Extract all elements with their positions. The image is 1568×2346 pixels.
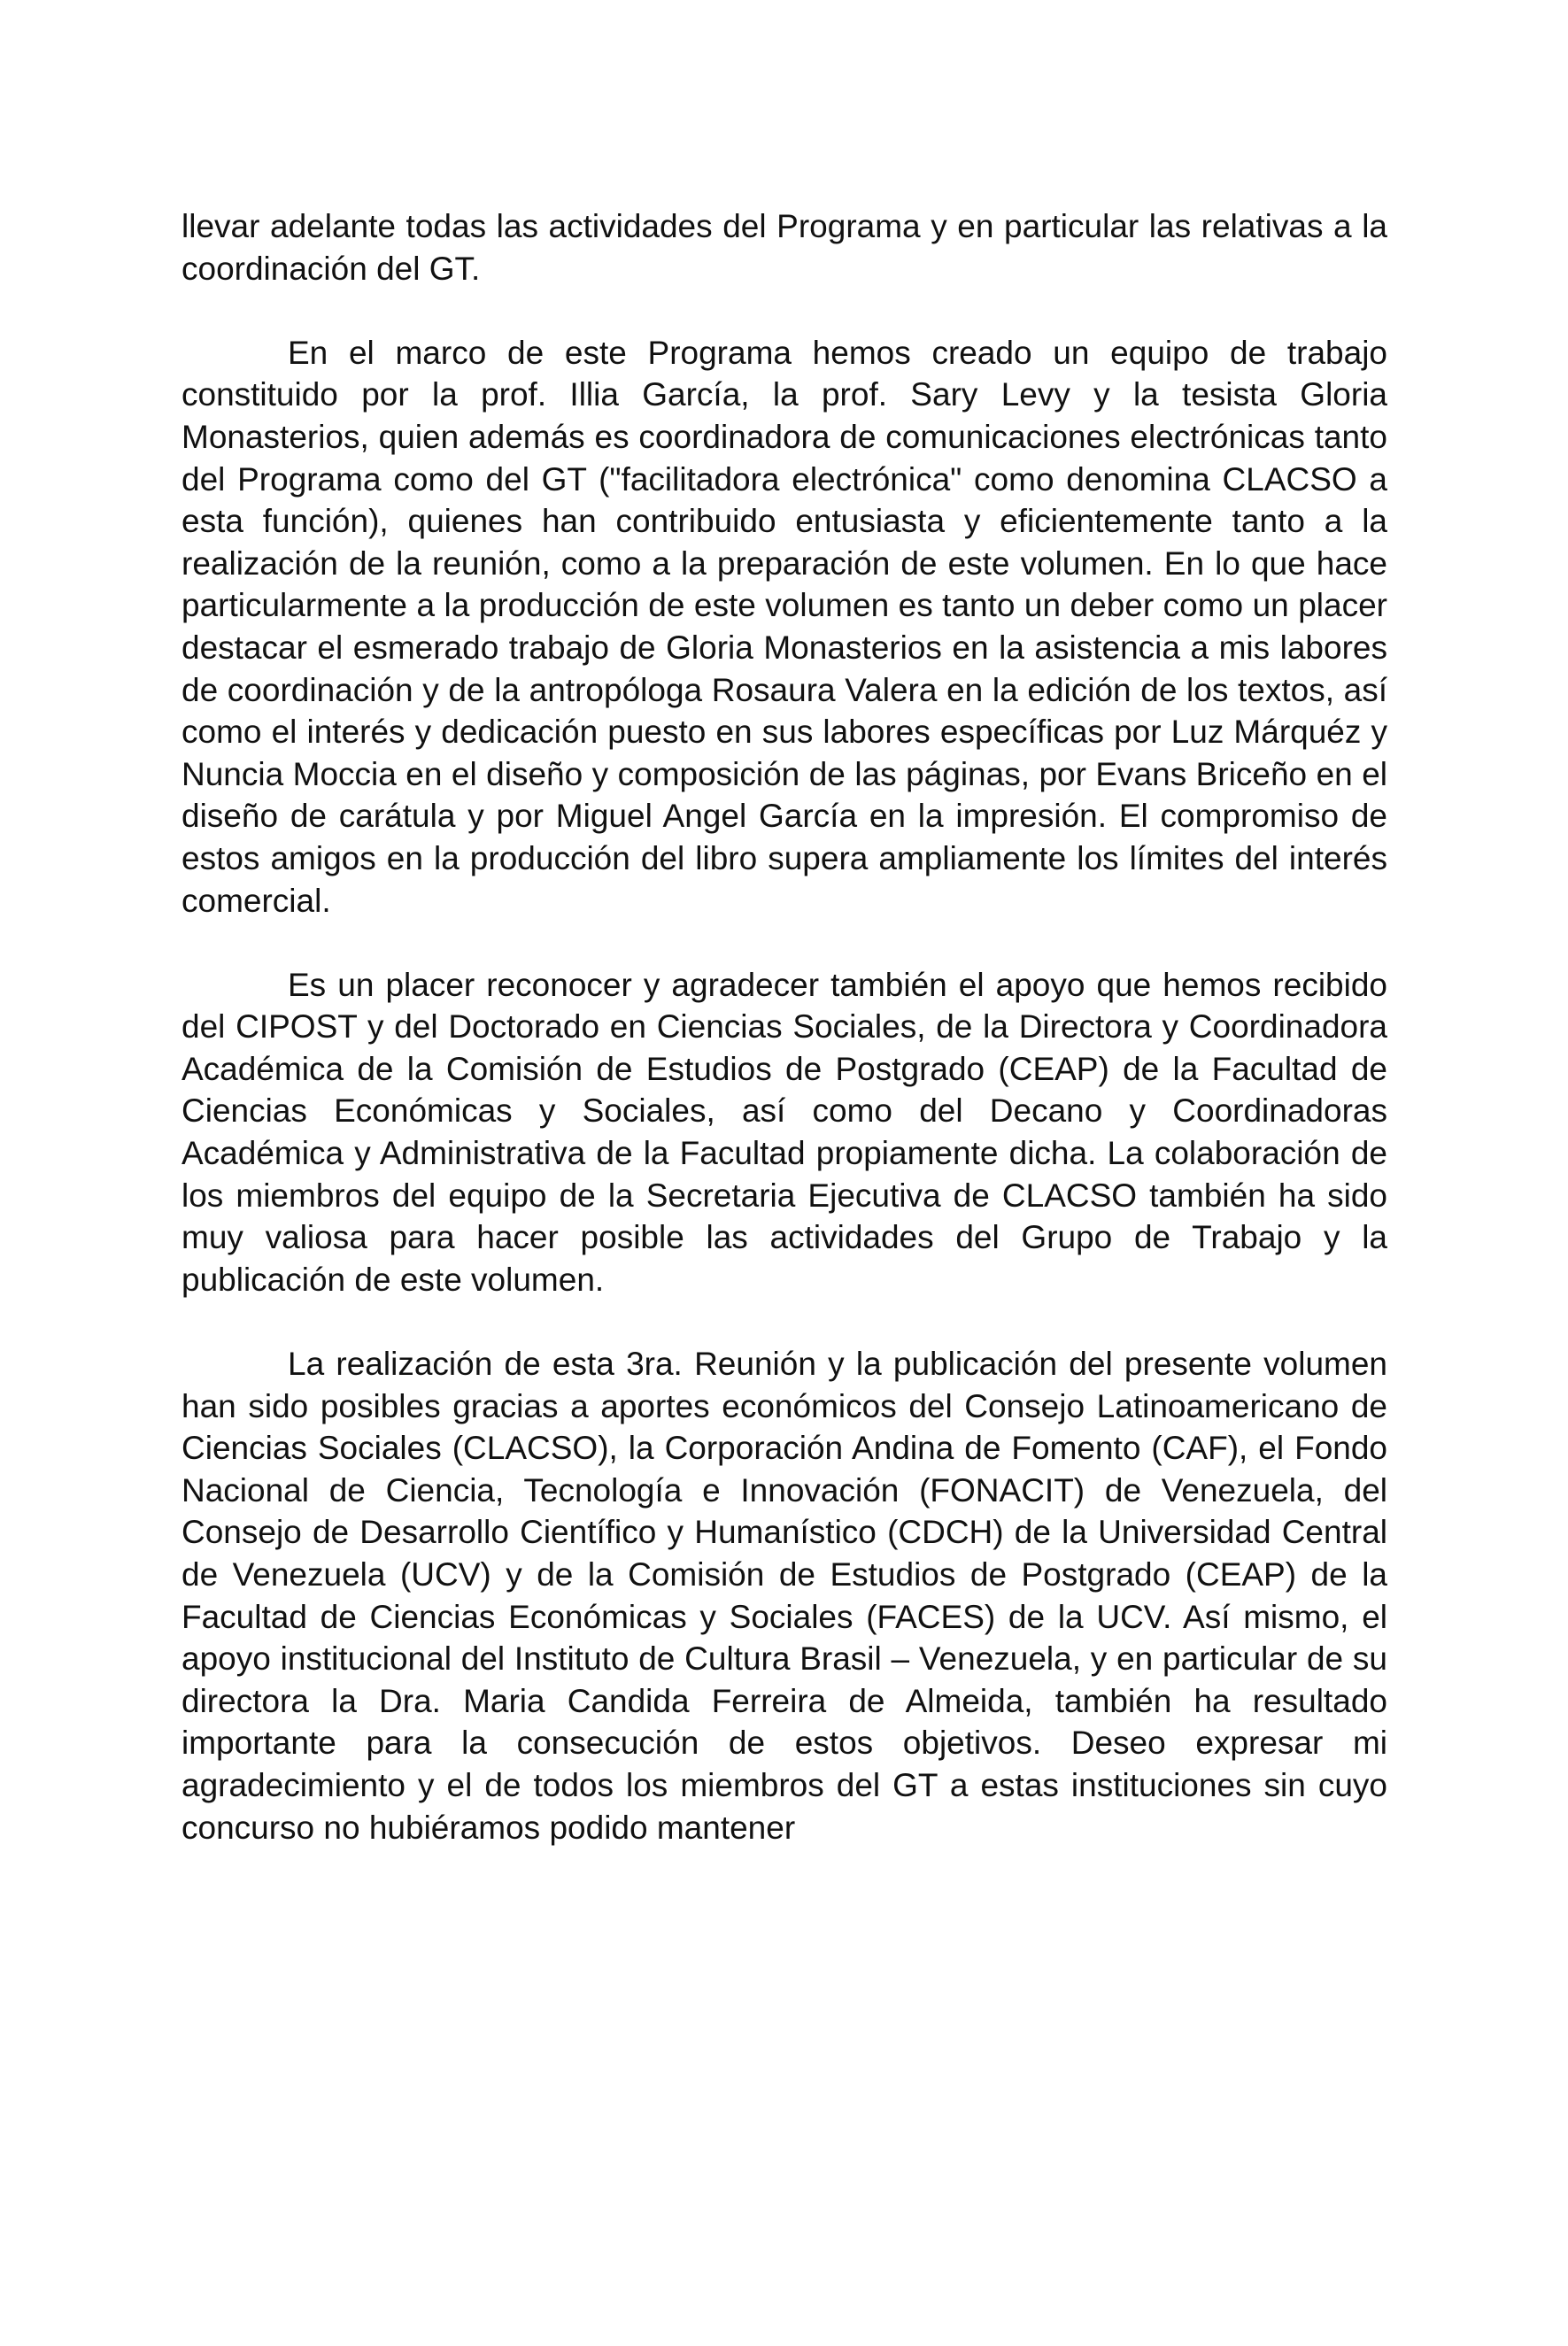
paragraph-funding-acknowledgment: La realización de esta 3ra. Reunión y la publicación del presente volumen han sido posibles gracias a aportes económicos del Consejo Latinoamericano de Ciencias Sociales (CLACSO), la Corporación Andina de Fomento (CAF), el Fondo Nacional de Ciencia, Tecnología e Innovación (FONACIT) de Venezuela, del Consejo de Desarrollo Científico y Humanístico (CDCH) de la Universidad Central de Venezuela (UCV) y de la Comisión de Estudios de Postgrado (CEAP) de la Facultad de Ciencias Económicas y Sociales (FACES) de la UCV. Así mismo, el apoyo institucional del Instituto de Cultura Brasil – Venezuela, y en particular de su directora la Dra. Maria Candida Ferreira de Almeida, también ha resultado importante para la consecución de estos objetivos. Deseo expresar mi agradecimiento y el de todos los miembros del GT a estas instituciones sin cuyo concurso no hubiéramos podido mantener bbox=[182, 1346, 1387, 1846]
paragraph-work-team: En el marco de este Programa hemos creado un equipo de trabajo constituido por la prof. Illia García, la prof. Sary Levy y la tesista Gloria Monasterios, quien además es coordinadora de comunicaciones electrónicas tanto del Programa como del GT ("facilitadora electrónica" como denomina CLACSO a esta función), quienes han contribuido entusiasta y eficientemente tanto a la realización de la reunión, como a la preparación de este volumen. En lo que hace particularmente a la producción de este volumen es tanto un deber como un placer destacar el esmerado trabajo de Gloria Monasterios en la asistencia a mis labores de coordinación y de la antropóloga Rosaura Valera en la edición de los textos, así como el interés y dedicación puesto en sus labores específicas por Luz Márquéz y Nuncia Moccia en el diseño y composición de las páginas, por Evans Briceño en el diseño de carátula y por Miguel Angel García en la impresión. El compromiso de estos amigos en la producción del libro supera ampliamente los límites del interés comercial. bbox=[182, 334, 1387, 919]
document-body bbox=[182, 205, 1387, 1891]
paragraph-continuation: llevar adelante todas las actividades del Programa y en particular las relativas a la coordinación del GT. bbox=[182, 208, 1387, 287]
paragraph-support-acknowledgment: Es un placer reconocer y agradecer también el apoyo que hemos recibido del CIPOST y del Doctorado en Ciencias Sociales, de la Directora y Coordinadora Académica de la Comisión de Estudios de Postgrado (CEAP) de la Facultad de Ciencias Económicas y Sociales, así como del Decano y Coordinadoras Académica y Administrativa de la Facultad propiamente dicha. La colaboración de los miembros del equipo de la Secretaria Ejecutiva de CLACSO también ha sido muy valiosa para hacer posible las actividades del Grupo de Trabajo y la publicación de este volumen. bbox=[182, 966, 1387, 1298]
